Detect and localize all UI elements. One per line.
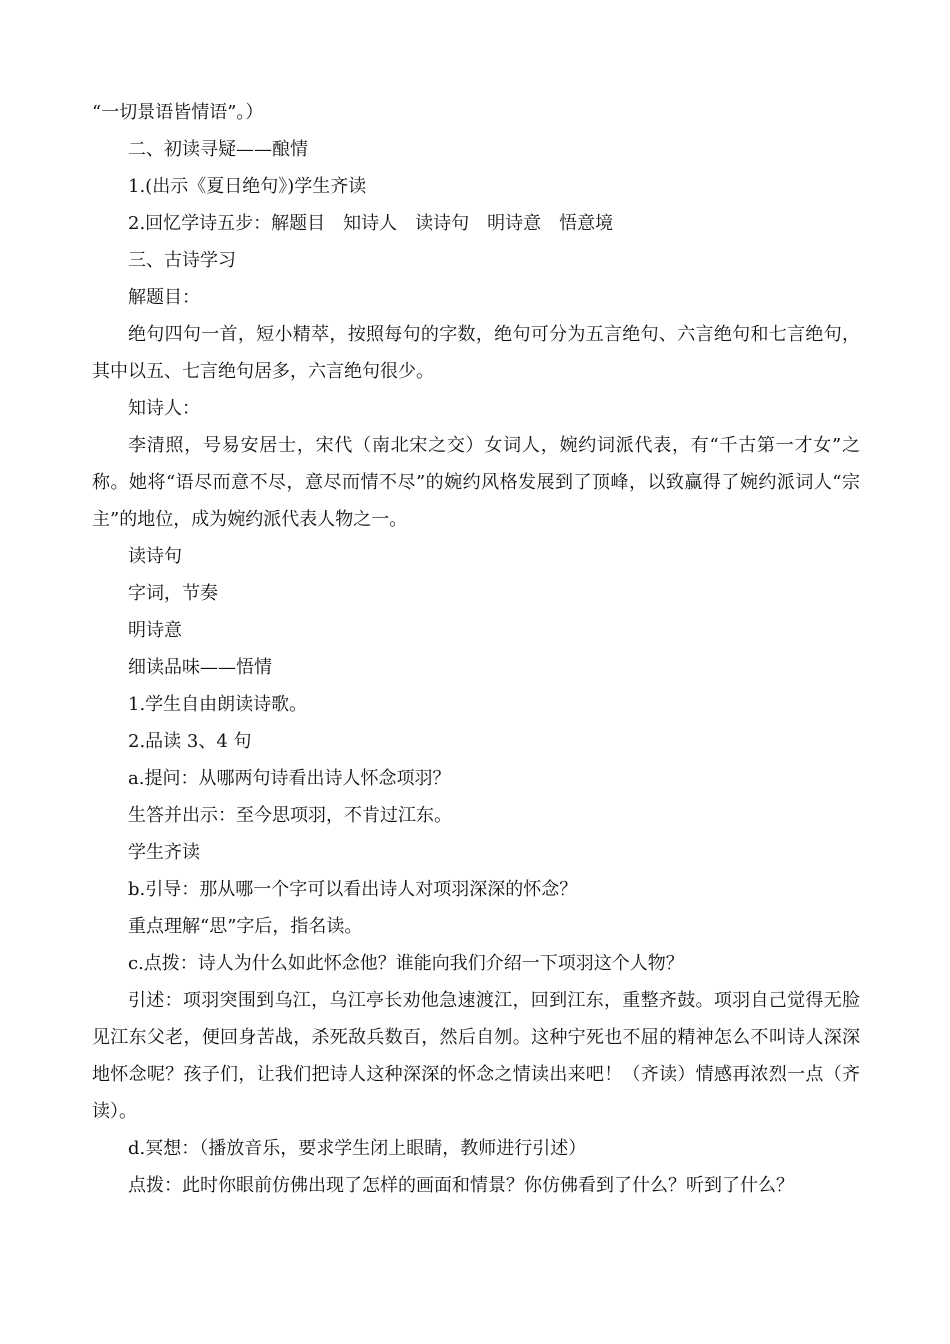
heading-section-2: 二、初读寻疑——酿情 (128, 139, 308, 160)
paragraph-si-character: 重点理解“思”字后，指名读。 (128, 916, 363, 937)
paragraph-quote-closing: “一切景语皆情语”。） (92, 102, 264, 123)
heading-section-3: 三、古诗学习 (128, 250, 236, 271)
list-item-free-reading: 1.学生自由朗读诗歌。 (128, 694, 308, 715)
list-item-lines-3-4: 2.品读 3、4 句 (128, 731, 252, 752)
list-item-1: 1.(出示《夏日绝句》)学生齐读 (128, 176, 367, 197)
paragraph-final-prompt: 点拨：此时你眼前仿佛出现了怎样的画面和情景？你仿佛看到了什么？听到了什么？ (128, 1175, 794, 1196)
paragraph-li-qingzhao: 李清照，号易安居士，宋代（南北宋之交）女词人，婉约词派代表，有“千古第一才女”之称。她将“语尽而意不尽，意尽而情不尽”的婉约风格发展到了顶峰，以致赢得了婉约派词人“宗主”的地位，成为婉约派代表人物之一。 (92, 435, 860, 530)
step-d-meditation: d.冥想：（播放音乐，要求学生闭上眼睛，教师进行引述） (128, 1138, 587, 1159)
subheading-poet: 知诗人： (128, 398, 200, 419)
subheading-title-explain: 解题目： (128, 287, 200, 308)
paragraph-read-together: 学生齐读 (128, 842, 200, 863)
step-b-guide: b.引导：那从哪一个字可以看出诗人对项羽深深的怀念？ (128, 879, 578, 900)
subheading-read-lines: 读诗句 (128, 546, 182, 567)
subheading-meaning: 明诗意 (128, 620, 182, 641)
paragraph-answer: 生答并出示：至今思项羽，不肯过江东。 (128, 805, 452, 826)
step-c-prompt: c.点拨：诗人为什么如此怀念他？谁能向我们介绍一下项羽这个人物？ (128, 953, 684, 974)
paragraph-jueju: 绝句四句一首，短小精萃，按照每句的字数，绝句可分为五言绝句、六言绝句和七言绝句，其中以五、七言绝句居多，六言绝句很少。 (92, 324, 860, 382)
heading-close-reading: 细读品味——悟情 (128, 657, 272, 678)
paragraph-narration: 引述：项羽突围到乌江，乌江亭长劝他急速渡江，回到江东，重整齐鼓。项羽自己觉得无脸见江东父老，便回身苦战，杀死敌兵数百，然后自刎。这种宁死也不屈的精神怎么不叫诗人深深地怀念呢？孩子们，让我们把诗人这种深深的怀念之情读出来吧！（齐读）情感再浓烈一点（齐读）。 (92, 990, 860, 1122)
step-a-question: a.提问：从哪两句诗看出诗人怀念项羽？ (128, 768, 451, 789)
document-body (92, 94, 860, 1204)
list-item-2: 2.回忆学诗五步：解题目 知诗人 读诗句 明诗意 悟意境 (128, 213, 614, 234)
paragraph-words-rhythm: 字词，节奏 (128, 583, 218, 604)
